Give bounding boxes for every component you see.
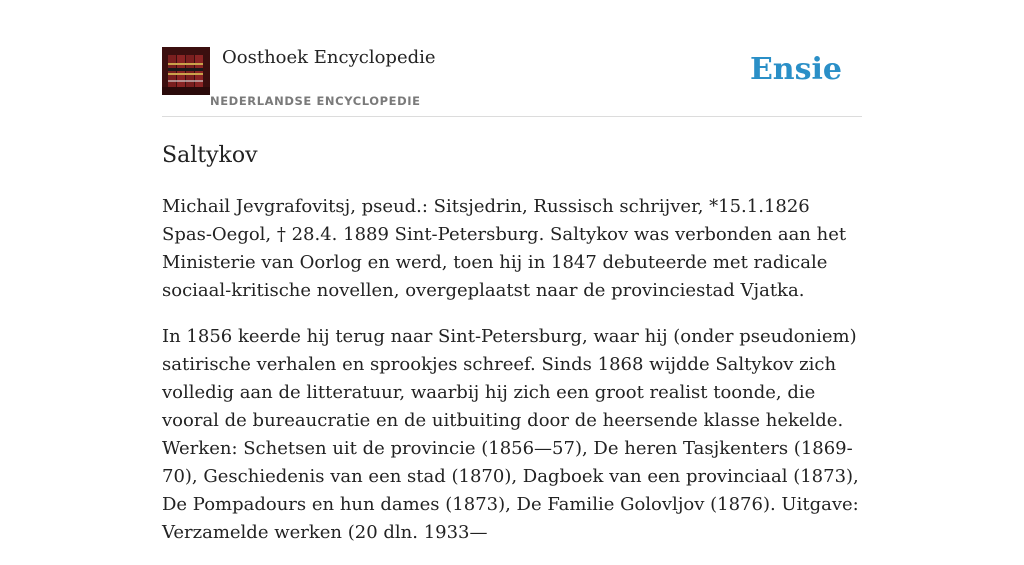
encyclopedia-books-logo[interactable] bbox=[162, 47, 210, 95]
site-subtitle: NEDERLANDSE ENCYCLOPEDIE bbox=[210, 94, 421, 108]
ensie-brand-link[interactable]: Ensie bbox=[749, 52, 842, 87]
article-title: Saltykov bbox=[162, 143, 258, 168]
site-header bbox=[162, 0, 862, 117]
page-container bbox=[162, 0, 862, 565]
site-title[interactable]: Oosthoek Encyclopedie bbox=[222, 47, 436, 68]
article-paragraph: In 1856 keerde hij terug naar Sint-Petersburg, waar hij (onder pseudoniem) satirische verhalen en sprookjes schreef. Sinds 1868 wijdde Saltykov zich volledig aan de litteratuur, waarbij hij zich een groot realist toonde, die vooral de bureaucratie en de uitbuiting door de heersende klasse hekelde. Werken: Schetsen uit de provincie (1856—57), De heren Tasjkenters (1869-70), Geschiedenis van een stad (1870), Dagboek van een provinciaal (1873), De Pompadours en hun dames (1873), De Familie Golovljov (1876). Uitgave: Verzamelde werken (20 dln. 1933— bbox=[162, 326, 859, 543]
article-paragraph: Michail Jevgrafovitsj, pseud.: Sitsjedrin, Russisch schrijver, *15.1.1826 Spas-Oegol, † 28.4. 1889 Sint-Petersburg. Saltykov was verbonden aan het Ministerie van Oorlog en werd, toen hij in 1847 debuteerde met radicale sociaal-kritische novellen, overgeplaatst naar de provinciestad Vjatka. bbox=[162, 196, 847, 301]
article-body bbox=[162, 193, 862, 547]
